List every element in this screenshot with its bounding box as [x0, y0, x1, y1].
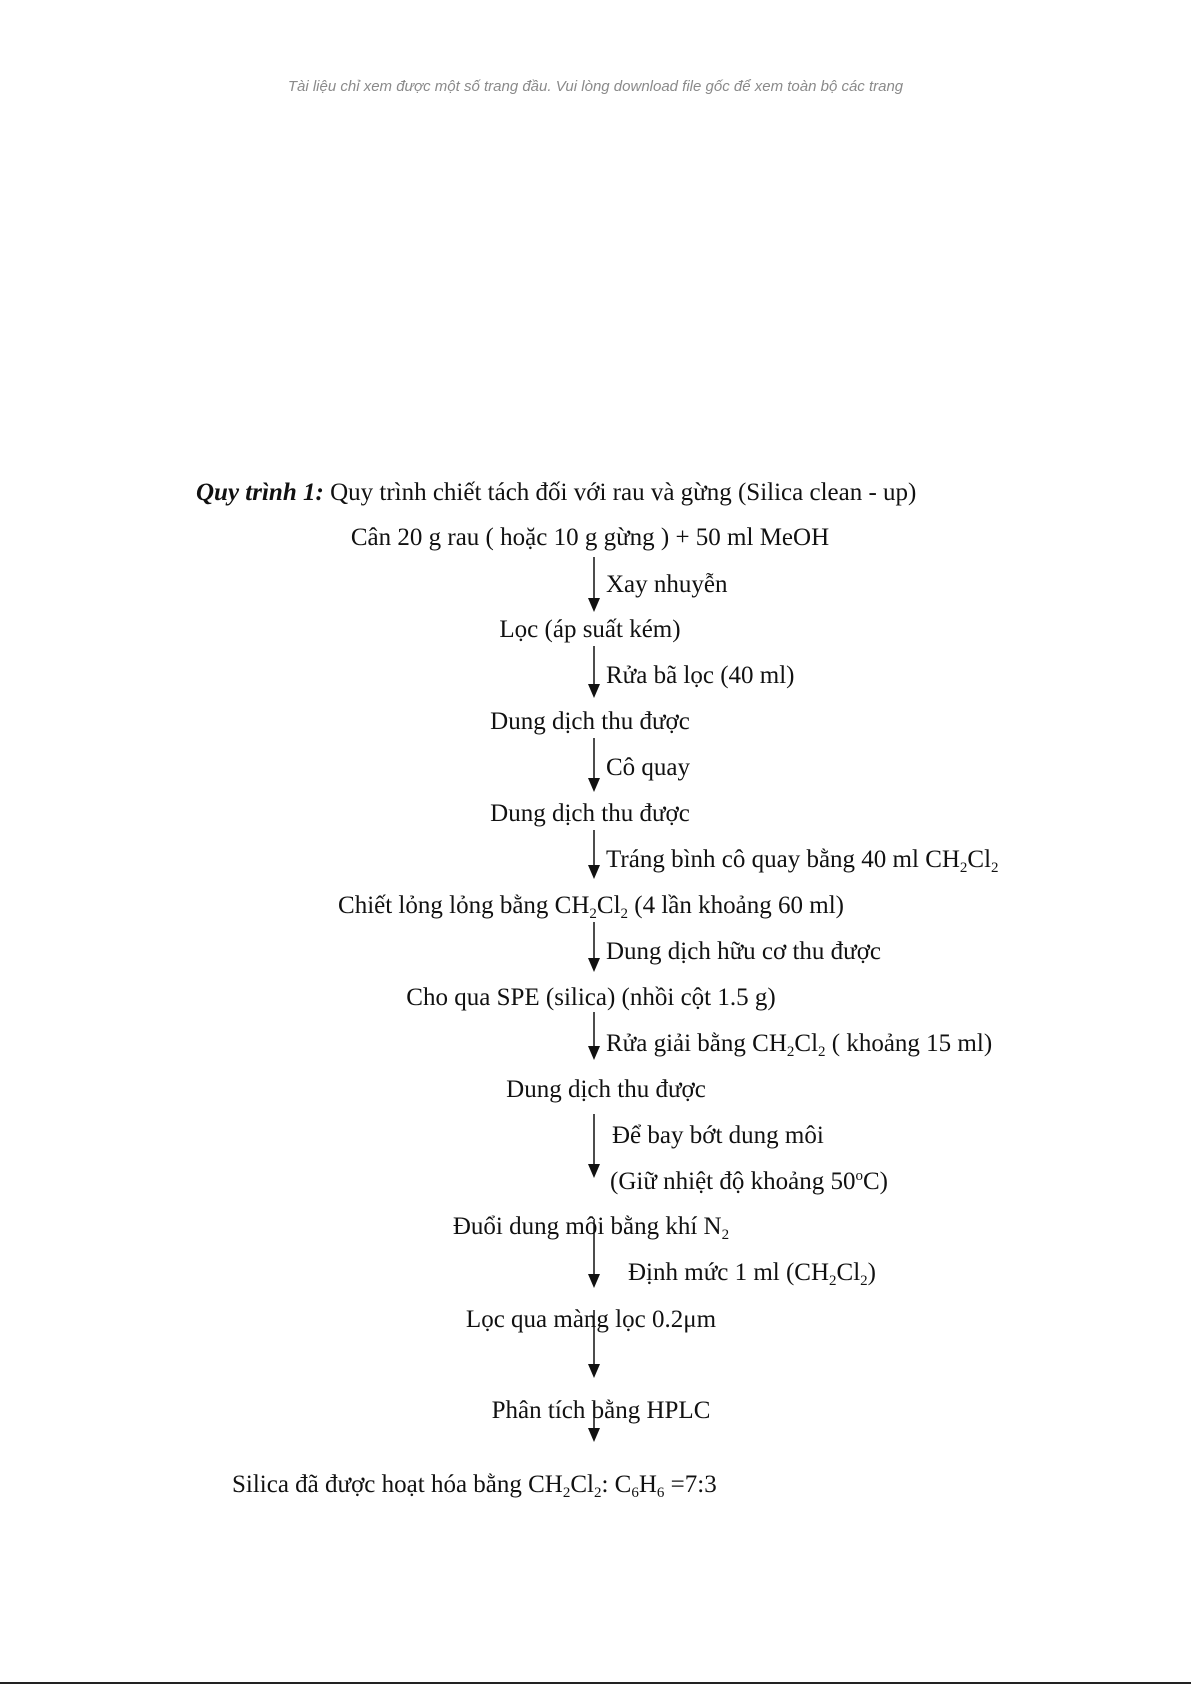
label-keep-temperature-text: (Giữ nhiệt độ khoảng 50	[610, 1168, 856, 1195]
silica-activation-note	[232, 1470, 717, 1500]
step-hplc-analysis: Phân tích bằng HPLC	[491, 1397, 711, 1424]
label-elute-cl: Cl	[794, 1030, 819, 1057]
sub-2: 2	[818, 1044, 826, 1060]
arrow-1	[588, 557, 600, 612]
step-solution-3: Dung dịch thu được	[506, 1076, 706, 1103]
arrow-6	[588, 1012, 600, 1060]
step-liquid-extraction	[338, 891, 844, 921]
label-keep-temperature-unit: C)	[862, 1168, 888, 1195]
note-cl: Cl	[570, 1471, 594, 1498]
page-bottom-border	[0, 1682, 1191, 1684]
arrow-2	[588, 646, 600, 698]
note-text: Silica đã được hoạt hóa bằng CH	[232, 1471, 563, 1498]
sub-2: 2	[721, 1227, 730, 1243]
step-nitrogen-blowdown	[453, 1212, 729, 1242]
title-label: Quy trình 1:	[196, 479, 324, 506]
label-organic-solution: Dung dịch hữu cơ thu được	[606, 938, 882, 965]
step-nitrogen-blowdown-text: Đuổi dung môi bằng khí N	[452, 1213, 722, 1240]
step-solution-1: Dung dịch thu được	[490, 708, 690, 735]
label-elute-text: Rửa giải bằng CH	[606, 1030, 787, 1057]
sub-2: 2	[786, 1044, 795, 1060]
label-make-up-volume-close: )	[867, 1259, 876, 1286]
arrow-5	[588, 922, 600, 972]
sub-6: 6	[656, 1485, 665, 1501]
sub-2: 2	[991, 860, 999, 876]
label-evaporate-solvent: Để bay bớt dung môi	[612, 1122, 824, 1149]
note-h: H	[638, 1471, 657, 1498]
step-liquid-extraction-text: Chiết lỏng lỏng bằng CH	[338, 892, 590, 919]
label-blend: Xay nhuyễn	[606, 571, 728, 598]
step-spe: Cho qua SPE (silica) (nhồi cột 1.5 g)	[406, 984, 776, 1011]
label-make-up-volume-cl: Cl	[836, 1259, 861, 1286]
label-rinse-flask-cl: Cl	[967, 846, 992, 873]
download-notice: Tài liệu chỉ xem được một số trang đầu. Vui lòng download file gốc để xem toàn bộ các trang	[287, 78, 904, 95]
sub-2: 2	[589, 906, 597, 922]
arrow-4	[588, 830, 600, 879]
step-liquid-extraction-cl: Cl	[596, 892, 621, 919]
note-c: : C	[601, 1471, 632, 1498]
step-solution-2: Dung dịch thu được	[490, 800, 690, 827]
sub-2: 2	[562, 1485, 571, 1501]
title-text: Quy trình chiết tách đối với rau và gừng (Silica clean - up)	[323, 479, 917, 506]
sub-6: 6	[631, 1485, 639, 1501]
diagram-title	[196, 478, 916, 508]
label-make-up-volume-text: Định mức 1 ml (CH	[628, 1259, 830, 1286]
step-weigh: Cân 20 g rau ( hoặc 10 g gừng ) + 50 ml MeOH	[350, 524, 830, 551]
label-elute-rest: ( khoảng 15 ml)	[825, 1030, 993, 1057]
step-filter: Lọc (áp suất kém)	[499, 616, 681, 643]
sub-2: 2	[829, 1273, 837, 1289]
label-make-up-volume	[628, 1258, 876, 1288]
step-membrane-filter: Lọc qua màng lọc 0.2μm	[465, 1306, 717, 1333]
label-wash-residue: Rửa bã lọc (40 ml)	[606, 662, 795, 689]
label-rotary-evaporate: Cô quay	[606, 754, 691, 781]
degree-sup: o	[855, 1168, 863, 1184]
step-liquid-extraction-rest: (4 lần khoảng 60 ml)	[628, 892, 844, 919]
note-ratio: =7:3	[664, 1471, 717, 1498]
sub-2: 2	[620, 906, 629, 922]
label-keep-temperature	[610, 1167, 888, 1197]
sub-2: 2	[860, 1273, 868, 1289]
sub-2: 2	[593, 1485, 602, 1501]
arrow-3	[588, 738, 600, 792]
label-rinse-flask-text: Tráng bình cô quay bằng 40 ml CH	[606, 846, 960, 873]
label-rinse-flask	[606, 845, 999, 875]
sub-2: 2	[959, 860, 968, 876]
label-elute	[606, 1029, 992, 1059]
arrow-7	[588, 1114, 600, 1178]
